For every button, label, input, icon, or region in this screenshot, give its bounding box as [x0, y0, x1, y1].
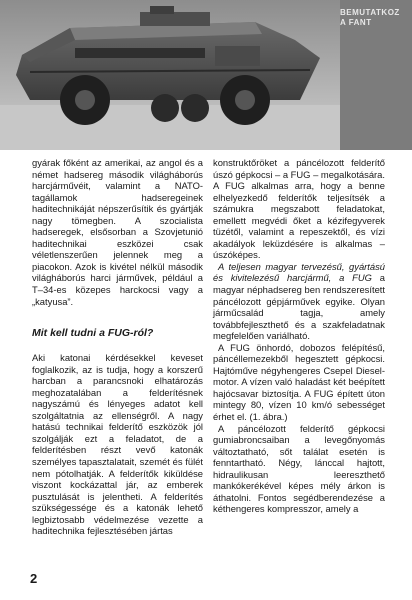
right-paragraph-2-rest: a magyar néphadsereg ben rendszeresített páncélozott gépjárművek egyike. Olyan járműcsalád tagja, amely továbbfejleszthető és a szakfeladatnak megfelelően variálható.: [213, 272, 385, 342]
right-paragraph-3: A FUG önhordó, dobozos felépítésű, páncéllemezekből hegesztett gépkocsi. Hajtóműve négyhengeres Csepel Diesel-motor. A vízen való haladást két beépített hajócsavar biztosítja. A FUG épített úton mintegy 80, vízen 10 km/ó sebességet érhet el. (1. ábra.): [213, 341, 385, 423]
page-number: 2: [30, 571, 38, 586]
right-paragraph-1: konstruktőröket a páncélozott felderítő úszó gépkocsi – a FUG – megalkotására. A FUG alkalmas arra, hogy a benne elhelyezkedő felderítők teljesítsék a számukra megszabott feladatokat, emellett megvédi őket a kézifegyverek tüzétől, valamint a repeszektől, és vízi akadályok leküzdésére is alkalmas – úszóképes.: [213, 157, 385, 261]
left-column: [32, 157, 203, 537]
sidebar-heading-line-1: BEMUTATKOZ: [340, 8, 400, 17]
sidebar-heading: [340, 8, 412, 28]
left-paragraph-2: Aki katonai kérdésekkel keveset foglalkozik, az is tudja, hogy a korszerű harcban a parancsnoki elhatározás meghozatalában a felderítésnek nagyszámú és lényeges adatot kell szolgáltatnia az ellenségről. A nagy hatású technikai felderítő eszközök jól szolgálják ezt a feladatot, de a felderítésben részt vevő katonák személyes tapasztalatait, szemét és fülét nem pótolhatják. A felderítők kiküldése viszont kockázattal jár, az emberek pusztulását is jelentheti. A felderítés szükségessége és a katonák lehető legbiztosabb védelmezése vezette a haditechnika fejlesztésében jártas: [32, 352, 203, 537]
right-paragraph-4: A páncélozott felderítő gépkocsi gumiabroncsaiban a levegőnyomás változtatható, sőt találat esetén is fenntartható. Négy, lánccal hajtott, hidraulikusan leereszthető mankókerékével képes mély árkon is áthatolni. Fontos segédberendezése a kéthengeres kompresszor, amely a: [213, 422, 385, 515]
right-paragraph-2-italic: A teljesen magyar tervezésű, gyártású és kivitelezésű harcjármű, a FUG: [213, 260, 385, 284]
right-column: [213, 157, 385, 515]
left-paragraph-1: gyárak főként az amerikai, az angol és a német hadsereg második világháborús harcjárművéit, valamint a NATO-tagállamok hadseregeinek haditechnikáját népszerűsítik és gyártják nagy tömegben. A szocialista hadseregek, elsősorban a Szovjetunió haditechnikai eszközei csak véletlenszerűen jelennek meg a piacokon. Azok is kivétel nélkül második világháborús harci járművek, például a T–34-es közepes harckocsi vagy a „katyusa”.: [32, 157, 203, 307]
section-heading: Mit kell tudni a FUG-ról?: [32, 327, 154, 340]
right-paragraph-2: [213, 261, 385, 342]
sidebar-heading-line-2: A FANT: [340, 18, 372, 27]
